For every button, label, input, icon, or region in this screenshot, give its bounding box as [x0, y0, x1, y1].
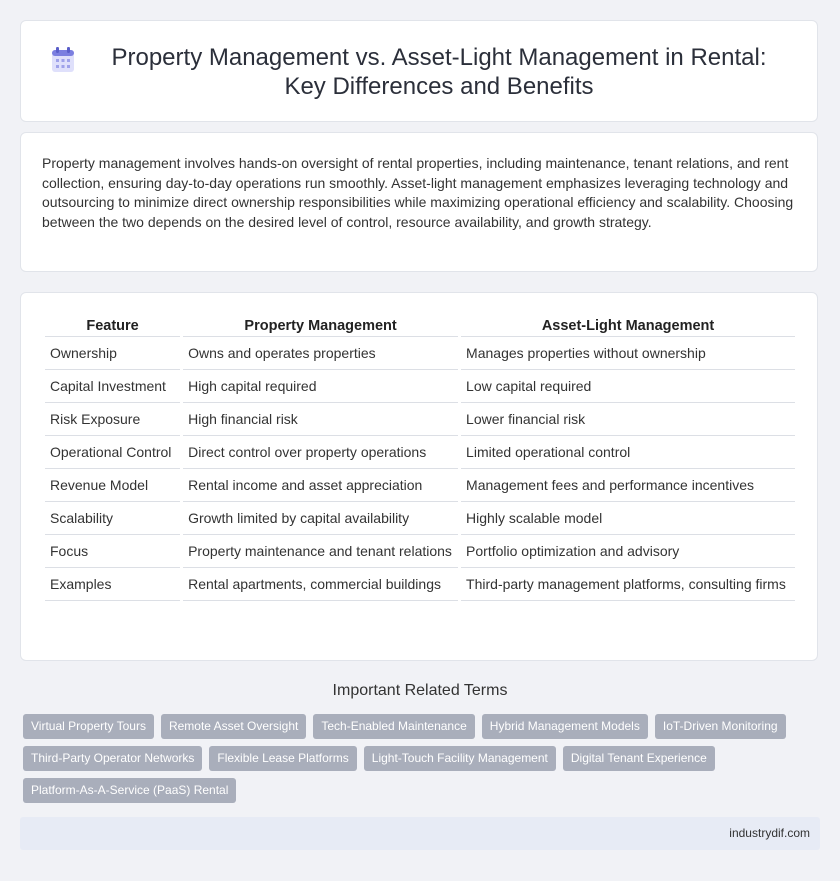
asset-light-cell: Management fees and performance incentives: [461, 469, 795, 502]
comparison-card: [20, 292, 818, 661]
table-row: [45, 568, 795, 601]
feature-cell: Revenue Model: [45, 469, 180, 502]
feature-cell: Scalability: [45, 502, 180, 535]
footer-site-link[interactable]: industrydif.com: [729, 826, 810, 840]
property-cell: Property maintenance and tenant relations: [183, 535, 458, 568]
property-cell: High financial risk: [183, 403, 458, 436]
related-term-tag[interactable]: Flexible Lease Platforms: [209, 746, 356, 771]
property-cell: Rental apartments, commercial buildings: [183, 568, 458, 601]
intro-paragraph: Property management involves hands-on oversight of rental properties, including maintenance, tenant relations, and rent collection, ensuring day-to-day operations run smoothly. Asset-light management emphasizes leveraging technology and outsourcing to minimize direct ownership responsibilities while maximizing operational efficiency and scalability. Choosing between the two depends on the desired level of control, resource availability, and growth strategy.: [42, 155, 794, 230]
related-term-tag[interactable]: Hybrid Management Models: [482, 714, 648, 739]
table-row: [45, 502, 795, 535]
asset-light-cell: Highly scalable model: [461, 502, 795, 535]
related-term-tag[interactable]: Tech-Enabled Maintenance: [313, 714, 474, 739]
feature-cell: Risk Exposure: [45, 403, 180, 436]
table-row: [45, 337, 795, 370]
table-row: [45, 436, 795, 469]
feature-cell: Operational Control: [45, 436, 180, 469]
asset-light-cell: Limited operational control: [461, 436, 795, 469]
comparison-table: [42, 315, 798, 601]
related-term-tag[interactable]: Third-Party Operator Networks: [23, 746, 202, 771]
asset-light-cell: Third-party management platforms, consulting firms: [461, 568, 795, 601]
footer-bar: [20, 817, 820, 850]
asset-light-cell: Portfolio optimization and advisory: [461, 535, 795, 568]
asset-light-cell: Manages properties without ownership: [461, 337, 795, 370]
feature-cell: Examples: [45, 568, 180, 601]
property-cell: Direct control over property operations: [183, 436, 458, 469]
feature-cell: Ownership: [45, 337, 180, 370]
property-cell: Rental income and asset appreciation: [183, 469, 458, 502]
header-feature: Feature: [45, 315, 180, 337]
table-row: [45, 370, 795, 403]
asset-light-cell: Low capital required: [461, 370, 795, 403]
property-cell: High capital required: [183, 370, 458, 403]
related-term-tag[interactable]: Virtual Property Tours: [23, 714, 154, 739]
related-terms-title: Important Related Terms: [332, 682, 508, 699]
related-term-tag[interactable]: IoT-Driven Monitoring: [655, 714, 786, 739]
table-row: [45, 469, 795, 502]
table-row: [45, 535, 795, 568]
related-term-tag[interactable]: Digital Tenant Experience: [563, 746, 715, 771]
related-terms-tags: [23, 714, 813, 803]
header-asset-light-management: Asset-Light Management: [461, 315, 795, 337]
related-term-tag[interactable]: Remote Asset Oversight: [161, 714, 306, 739]
related-term-tag[interactable]: Light-Touch Facility Management: [364, 746, 556, 771]
header-property-management: Property Management: [183, 315, 458, 337]
intro-card: [20, 132, 818, 272]
table-header-row: [45, 315, 795, 337]
property-cell: Owns and operates properties: [183, 337, 458, 370]
asset-light-cell: Lower financial risk: [461, 403, 795, 436]
feature-cell: Focus: [45, 535, 180, 568]
header-card: [20, 20, 818, 122]
table-row: [45, 403, 795, 436]
feature-cell: Capital Investment: [45, 370, 180, 403]
page-title: Property Management vs. Asset-Light Management in Rental: Key Differences and Benefits: [111, 44, 767, 100]
property-cell: Growth limited by capital availability: [183, 502, 458, 535]
related-term-tag[interactable]: Platform-As-A-Service (PaaS) Rental: [23, 778, 236, 803]
